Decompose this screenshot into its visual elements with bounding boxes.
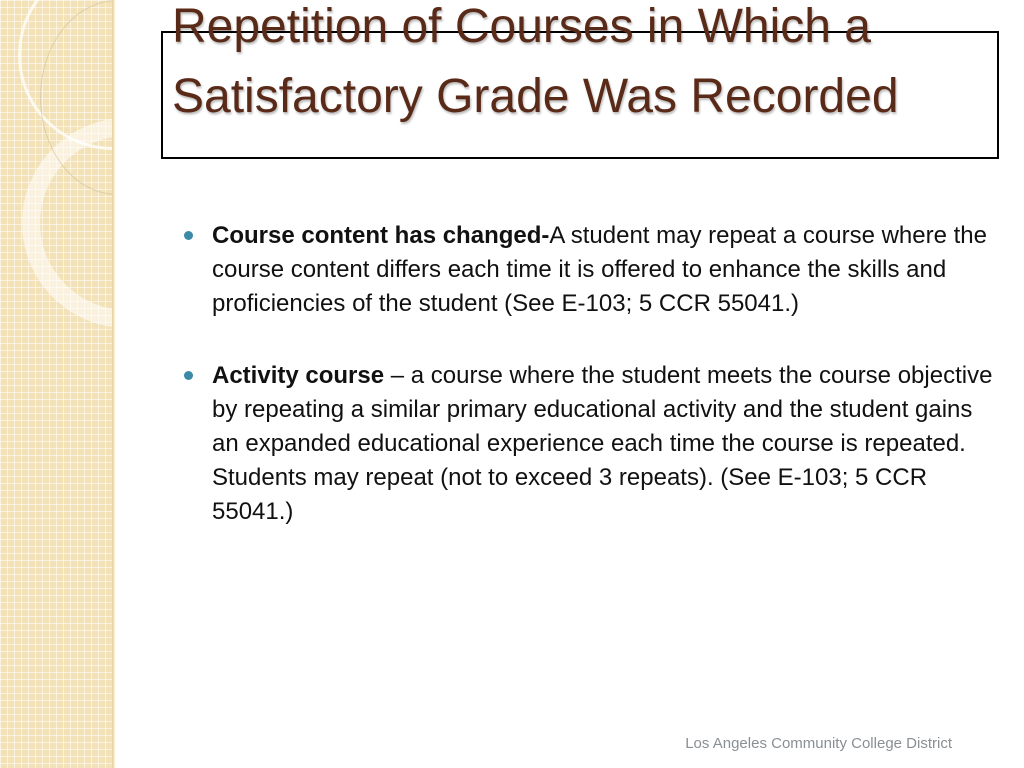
decorative-side-pattern <box>0 0 112 768</box>
bullet-text: A student may repeat a course where the course content differs each time it is offered to enhance the skills and proficiencies of the student (See E-103; 5 CCR 55041.) <box>212 222 987 317</box>
bullet-icon <box>184 231 193 240</box>
bullet-icon <box>184 371 193 380</box>
side-pattern-edge <box>112 0 115 768</box>
footer-text: Los Angeles Community College District <box>685 735 952 752</box>
bullet-text: – a course where the student meets the course objective by repeating a similar primary educational activity and the student gains an expanded educational experience each time the course is repeated. Students may repeat (not to exceed 3 repeats). (See E-103; 5 CCR 55041.) <box>212 362 993 525</box>
bullet-lead: Course content has changed- <box>212 222 550 249</box>
slide-title: Repetition of Courses in Which a Satisfactory Grade Was Recorded <box>172 0 899 123</box>
bullet-item <box>180 219 995 321</box>
bullet-lead: Activity course <box>212 362 385 389</box>
bullet-item <box>180 359 995 529</box>
slide-body <box>180 219 995 567</box>
